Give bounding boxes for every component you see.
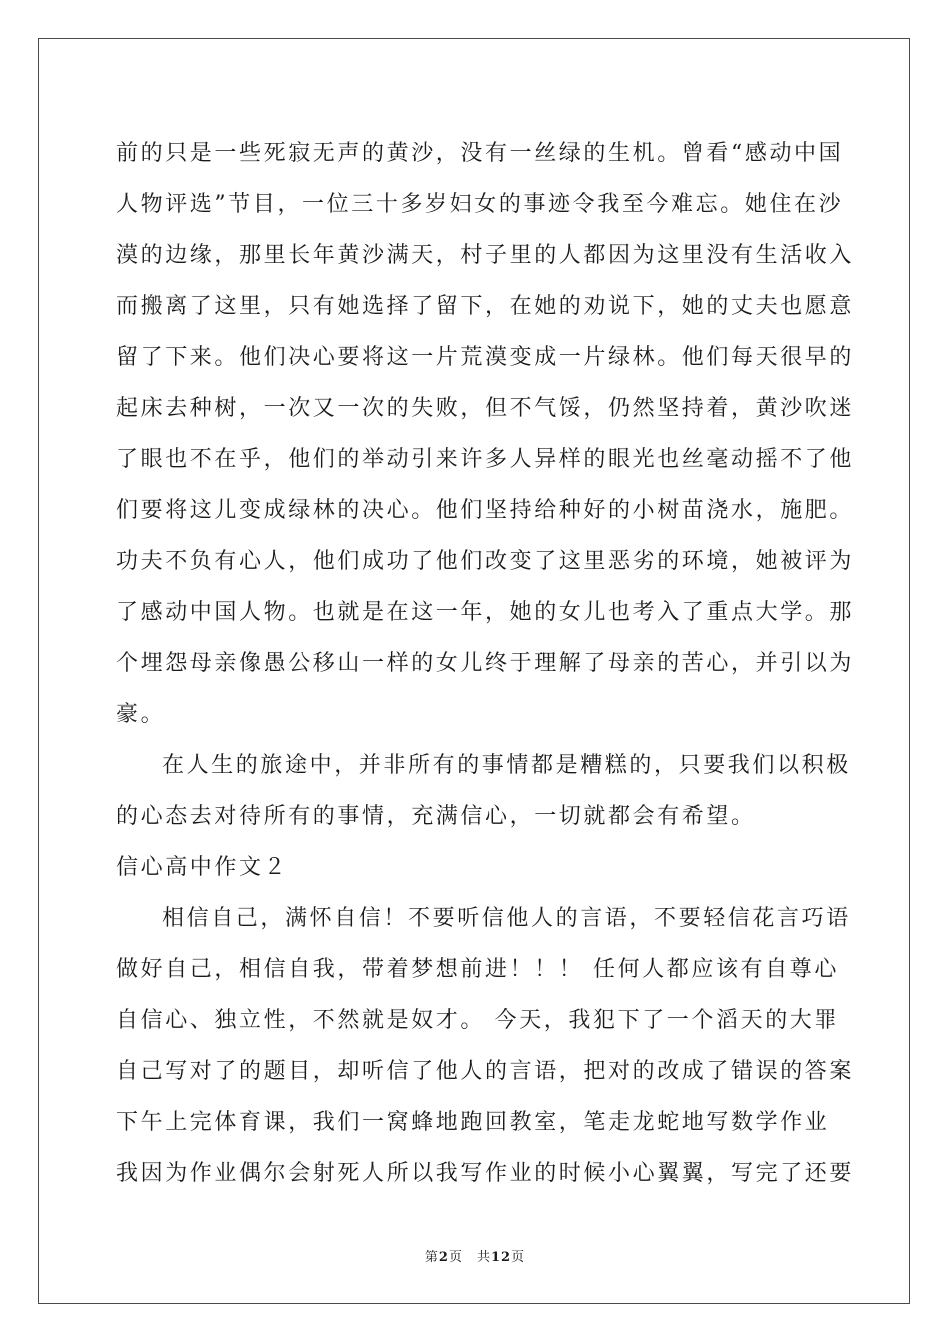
text-line: 们要将这儿变成绿林的决心。他们坚持给种好的小树苗浇水，施肥。: [116, 498, 855, 523]
paragraph-first-line: 相信自己，满怀自信！不要听信他人的言语，不要轻信花言巧语: [162, 906, 851, 931]
text-line: 豪。: [116, 702, 166, 727]
text-line: 了眼也不在乎，他们的举动引来许多人异样的眼光也丝毫动摇不了他: [116, 447, 855, 472]
text-line: 起床去种树，一次又一次的失败，但不气馁，仍然坚持着，黄沙吹迷: [116, 396, 855, 421]
total-prefix: 共: [476, 1250, 491, 1265]
page-footer: [0, 1246, 950, 1265]
text-line: 了感动中国人物。也就是在这一年，她的女儿也考入了重点大学。那: [116, 600, 855, 625]
text-line: 自信心、独立性，不然就是奴才。 今天，我犯下了一个滔天的大罪: [116, 1008, 839, 1033]
text-line: 漠的边缘，那里长年黄沙满天，村子里的人都因为这里没有生活收入: [116, 243, 855, 268]
text-line: 个埋怨母亲像愚公移山一样的女儿终于理解了母亲的苦心，并引以为: [116, 651, 855, 676]
total-pages: 12: [490, 1250, 512, 1265]
document-body: [116, 128, 855, 1199]
text-line: 做好自己，相信自我，带着梦想前进！！！ 任何人都应该有自尊心: [116, 957, 839, 982]
page-label-suffix: 页: [448, 1250, 463, 1265]
page-number: 2: [438, 1250, 449, 1265]
text-line: 人物评选”节目，一位三十多岁妇女的事迹令我至今难忘。她住在沙: [116, 192, 844, 217]
text-line: 自己写对了的题目，却听信了他人的言语，把对的改成了错误的答案: [116, 1059, 855, 1084]
text-line: 下午上完体育课，我们一窝蜂地跑回教室，笔走龙蛇地写数学作业: [116, 1110, 830, 1135]
text-line: 我因为作业偶尔会射死人所以我写作业的时候小心翼翼，写完了还要: [116, 1161, 855, 1186]
page-label-prefix: 第: [424, 1250, 439, 1265]
text-line: 功夫不负有心人，他们成功了他们改变了这里恶劣的环境，她被评为: [116, 549, 855, 574]
total-suffix: 页: [511, 1250, 526, 1265]
text-line: 前的只是一些死寂无声的黄沙，没有一丝绿的生机。曾看“感动中国: [116, 141, 844, 166]
text-line: 而搬离了这里，只有她选择了留下，在她的劝说下，她的丈夫也愿意: [116, 294, 855, 319]
text-line: 的心态去对待所有的事情，充满信心，一切就都会有希望。: [116, 804, 756, 829]
section-heading: 信心高中作文２: [116, 855, 289, 880]
paragraph-first-line: 在人生的旅途中，并非所有的事情都是糟糕的，只要我们以积极: [162, 753, 851, 778]
text-line: 留了下来。他们决心要将这一片荒漠变成一片绿林。他们每天很早的: [116, 345, 855, 370]
